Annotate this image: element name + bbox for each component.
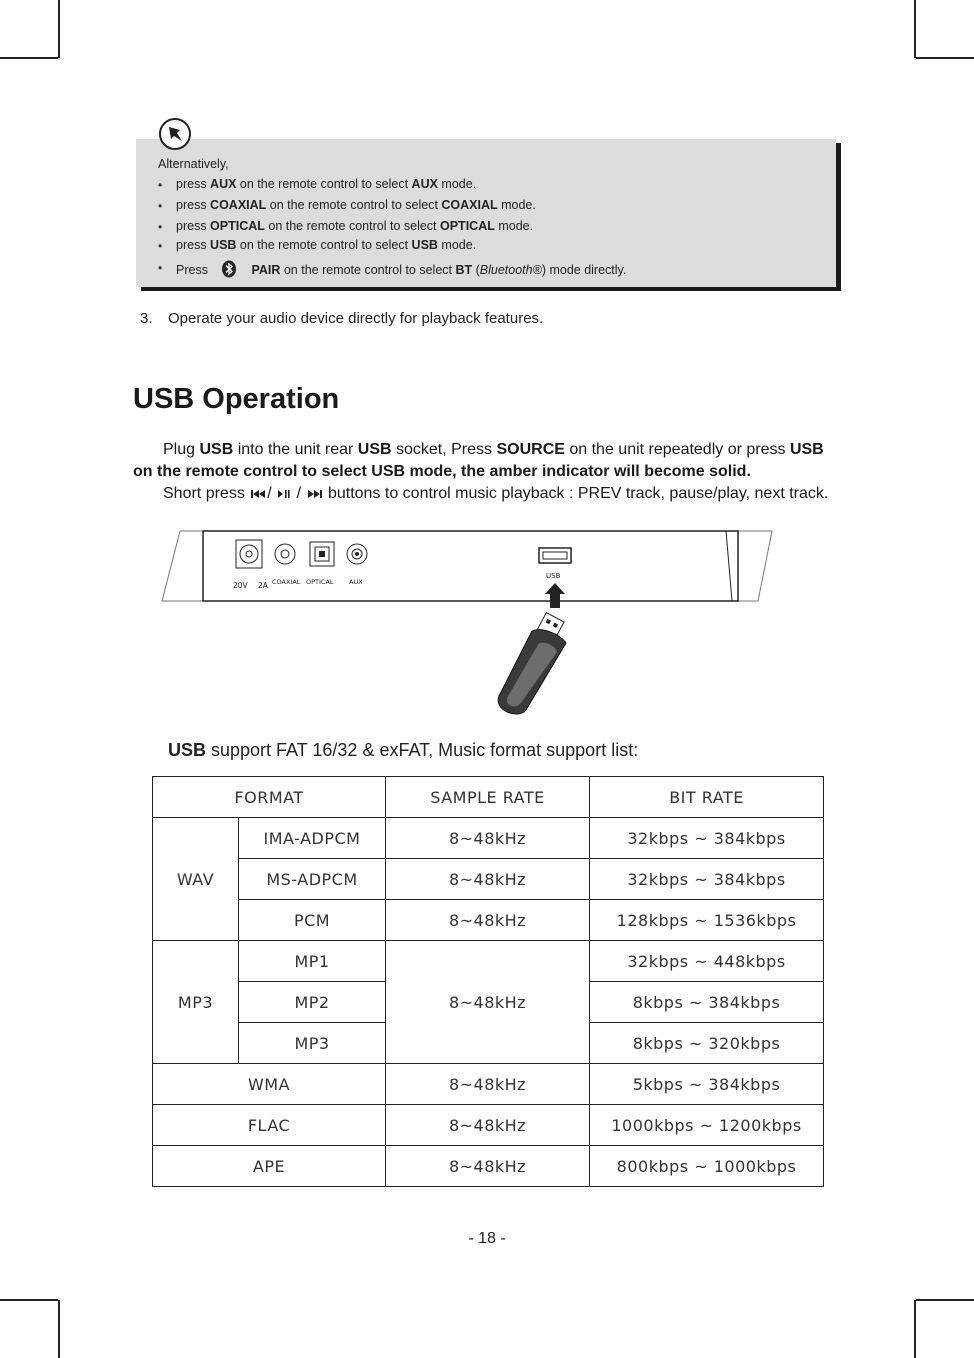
page-number: - 18 - xyxy=(468,1230,506,1247)
panel-label-aux: AUX xyxy=(349,578,363,586)
header-bit-rate: BIT RATE xyxy=(590,777,824,818)
crop-mark xyxy=(0,1299,58,1301)
crop-mark xyxy=(914,1300,916,1358)
note-intro: Alternatively, xyxy=(158,157,229,171)
panel-label-usb: USB xyxy=(546,572,561,580)
usb-instruction-line-2: on the remote control to select USB mode, the amber indicator will become solid. xyxy=(133,463,751,480)
crop-mark xyxy=(916,1299,974,1301)
header-format: FORMAT xyxy=(153,777,386,818)
subformat-cell: IMA-ADPCM xyxy=(239,818,386,859)
sample-rate-cell: 8~48kHz xyxy=(386,1105,590,1146)
usb-port xyxy=(539,548,571,563)
bullet: • xyxy=(158,239,163,253)
bit-rate-cell: 5kbps ~ 384kbps xyxy=(590,1064,824,1105)
table-row xyxy=(153,900,824,941)
crop-mark xyxy=(0,57,58,59)
optical-port xyxy=(310,542,334,566)
play-pause-icon xyxy=(278,489,290,499)
bit-rate-cell: 32kbps ~ 384kbps xyxy=(590,818,824,859)
rear-panel-illustration xyxy=(160,528,775,718)
table-header-row xyxy=(153,777,824,818)
bit-rate-cell: 32kbps ~ 448kbps xyxy=(590,941,824,982)
bit-rate-cell: 128kbps ~ 1536kbps xyxy=(590,900,824,941)
crop-mark xyxy=(914,0,916,58)
dc-input-port xyxy=(236,540,262,568)
sample-rate-cell: 8~48kHz xyxy=(386,941,590,1064)
panel-label-2a: 2A xyxy=(258,581,268,590)
subformat-cell: PCM xyxy=(239,900,386,941)
usb-instruction-line-1: Plug USB into the unit rear USB socket, Press SOURCE on the unit repeatedly or press USB xyxy=(163,441,824,458)
sample-rate-cell: 8~48kHz xyxy=(386,859,590,900)
crop-mark xyxy=(58,1300,60,1358)
sample-rate-cell: 8~48kHz xyxy=(386,1146,590,1187)
subformat-cell: MS-ADPCM xyxy=(239,859,386,900)
crop-mark xyxy=(58,0,60,58)
bit-rate-cell: 800kbps ~ 1000kbps xyxy=(590,1146,824,1187)
section-title: USB Operation xyxy=(133,383,340,415)
sample-rate-cell: 8~48kHz xyxy=(386,818,590,859)
format-cell: APE xyxy=(153,1146,386,1187)
bit-rate-cell: 8kbps ~ 384kbps xyxy=(590,982,824,1023)
subformat-cell: MP1 xyxy=(239,941,386,982)
subformat-cell: MP3 xyxy=(239,1023,386,1064)
coaxial-port xyxy=(275,544,295,564)
table-row xyxy=(153,1105,824,1146)
format-mp3: MP3 xyxy=(153,941,239,1064)
note-item-optical: press OPTICAL on the remote control to select OPTICAL mode. xyxy=(176,219,534,233)
sample-rate-cell: 8~48kHz xyxy=(386,900,590,941)
header-sample-rate: SAMPLE RATE xyxy=(386,777,590,818)
sample-rate-cell: 8~48kHz xyxy=(386,1064,590,1105)
bullet: • xyxy=(158,220,163,234)
bit-rate-cell: 8kbps ~ 320kbps xyxy=(590,1023,824,1064)
panel-label-optical: OPTICAL xyxy=(306,578,334,586)
note-item-usb: press USB on the remote control to select USB mode. xyxy=(176,238,477,252)
note-item-aux: press AUX on the remote control to select AUX mode. xyxy=(176,177,477,191)
pushpin-icon xyxy=(158,117,192,151)
bullet: • xyxy=(158,261,163,275)
panel-label-20v: 20V xyxy=(233,581,248,590)
note-item-coaxial: press COAXIAL on the remote control to select COAXIAL mode. xyxy=(176,198,536,212)
note-item-bt: Press PAIR on the remote control to select BT (Bluetooth®) mode directly. xyxy=(176,260,626,278)
subformat-cell: MP2 xyxy=(239,982,386,1023)
next-track-icon xyxy=(308,489,322,499)
format-support-caption: USB support FAT 16/32 & exFAT, Music format support list: xyxy=(168,740,639,760)
prev-track-icon xyxy=(251,489,265,499)
bullet: • xyxy=(158,178,163,192)
table-row xyxy=(153,859,824,900)
format-support-table xyxy=(152,776,824,1187)
aux-port xyxy=(347,544,367,564)
bluetooth-icon xyxy=(221,260,237,278)
format-wav: WAV xyxy=(153,818,239,941)
usb-drive xyxy=(498,613,566,714)
step-3: 3. Operate your audio device directly for playback features. xyxy=(140,310,544,327)
table-row xyxy=(153,1146,824,1187)
table-row xyxy=(153,941,824,982)
usb-instruction-line-3: Short press / / buttons to control music playback : PREV track, pause/play, next track. xyxy=(163,485,829,502)
crop-mark xyxy=(916,57,974,59)
panel-label-coaxial: COAXIAL xyxy=(272,578,301,586)
table-row xyxy=(153,1064,824,1105)
bit-rate-cell: 32kbps ~ 384kbps xyxy=(590,859,824,900)
format-cell: FLAC xyxy=(153,1105,386,1146)
bullet: • xyxy=(158,199,163,213)
bit-rate-cell: 1000kbps ~ 1200kbps xyxy=(590,1105,824,1146)
format-cell: WMA xyxy=(153,1064,386,1105)
table-row xyxy=(153,818,824,859)
